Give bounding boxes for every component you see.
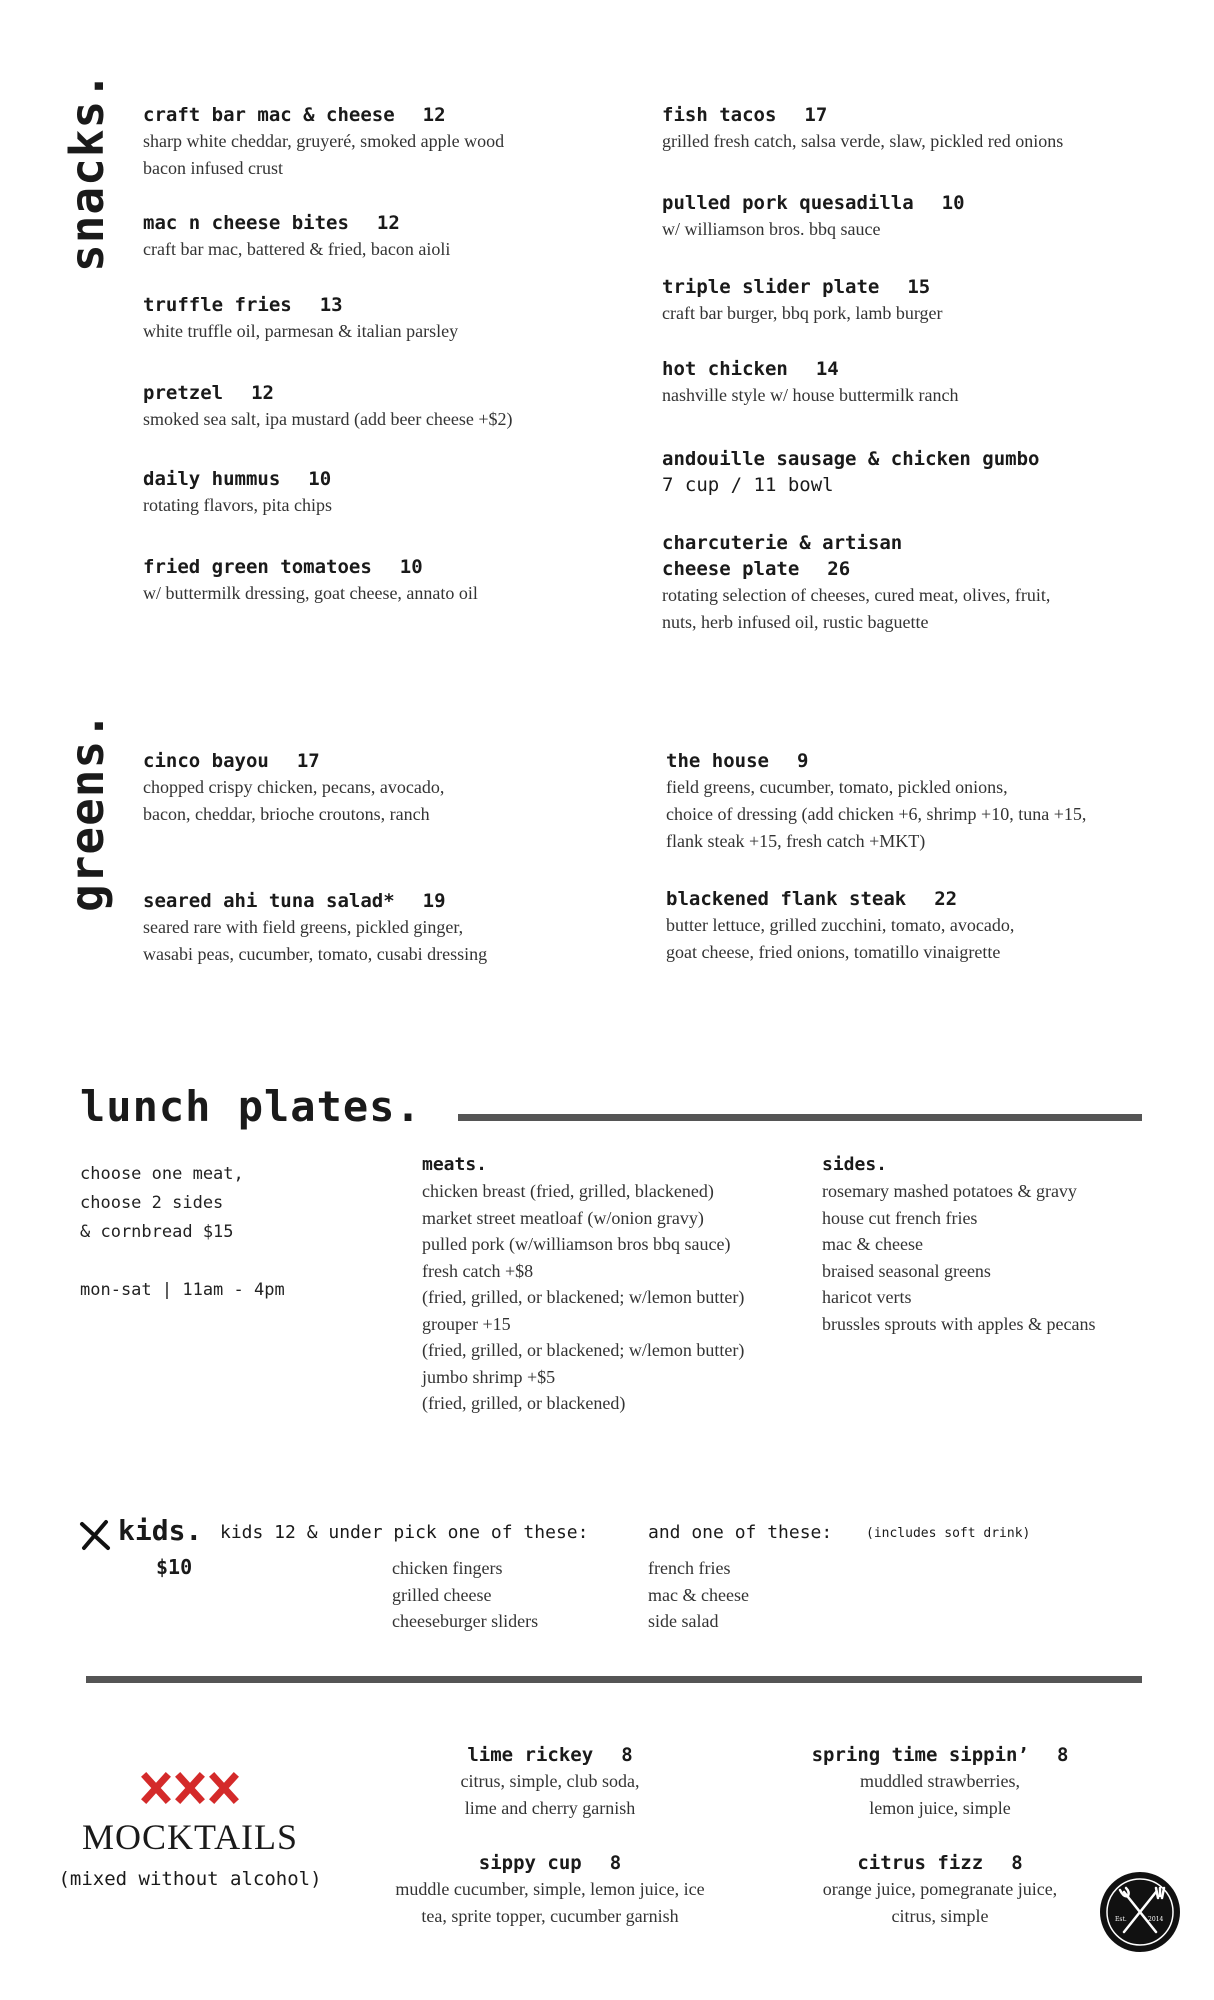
item-name-line: [143, 466, 613, 492]
item-price: 17: [296, 750, 320, 772]
item-price: 17: [804, 104, 828, 126]
drink-citrus-fizz: [770, 1850, 1110, 1930]
item-desc: wasabi peas, cucumber, tomato, cusabi dressing: [143, 944, 488, 964]
item-name-line: [662, 274, 1162, 300]
item-price: 9: [796, 750, 809, 772]
menu-item: [143, 888, 613, 968]
item-desc: chopped crispy chicken, pecans, avocado,: [143, 777, 445, 797]
item-name-line: [662, 530, 1162, 556]
drink-name: sippy cup: [478, 1852, 582, 1874]
item-name-line: [662, 356, 1162, 382]
item-desc: nashville style w/ house buttermilk ranch: [662, 385, 959, 405]
item-name: craft bar mac & cheese: [143, 104, 395, 126]
item-desc: flank steak +15, fresh catch +MKT): [666, 831, 926, 851]
list-item: grilled cheese: [392, 1584, 492, 1605]
menu-item: [143, 748, 613, 828]
drink-price: 8: [1056, 1744, 1069, 1766]
item-name: fish tacos: [662, 104, 777, 126]
item-desc: w/ williamson bros. bbq sauce: [662, 219, 881, 239]
list-item: (fried, grilled, or blackened; w/lemon butter): [422, 1340, 745, 1360]
list-item: house cut french fries: [822, 1207, 978, 1228]
item-name-line: [662, 446, 1162, 472]
item-price: 26: [827, 558, 851, 580]
item-name-line: [143, 102, 613, 128]
lunch-intro-line: & cornbread $15: [80, 1222, 234, 1242]
list-item: haricot verts: [822, 1287, 912, 1307]
kids-price: $10: [156, 1555, 193, 1579]
meats-heading: meats.: [422, 1154, 488, 1175]
list-item: mac & cheese: [648, 1584, 749, 1605]
menu-item: [662, 190, 1162, 243]
item-name-line: [662, 190, 1162, 216]
list-item: side salad: [648, 1611, 719, 1631]
x-mark-icon: [78, 1518, 112, 1552]
item-desc: rotating selection of cheeses, cured meat, olives, fruit,: [662, 585, 1051, 605]
item-desc: butter lettuce, grilled zucchini, tomato, avocado,: [666, 915, 1015, 935]
kids-intro: kids 12 & under pick one of these:: [220, 1522, 589, 1543]
kids-title: kids.: [118, 1514, 203, 1547]
drink-desc: orange juice, pomegranate juice,: [822, 1879, 1058, 1899]
sides-heading: sides.: [822, 1154, 888, 1175]
brand-logo: [1100, 1872, 1180, 1952]
drink-spring-time-sippin: [770, 1742, 1110, 1822]
mocktails-divider: [86, 1676, 1142, 1683]
list-item: market street meatloaf (w/onion gravy): [422, 1207, 704, 1228]
logo-est: Est.: [1115, 1916, 1127, 1923]
menu-item: [662, 274, 1162, 327]
lunch-title: lunch plates.: [80, 1082, 422, 1131]
item-name-line: [143, 554, 613, 580]
item-name-line: [143, 748, 613, 774]
item-price: 19: [422, 890, 446, 912]
menu-item: [143, 292, 613, 345]
drink-sippy-cup: [370, 1850, 730, 1930]
item-price: 12: [422, 104, 446, 126]
item-desc: w/ buttermilk dressing, goat cheese, annato oil: [143, 583, 478, 603]
item-name: fried green tomatoes: [143, 556, 372, 578]
menu-item: [662, 102, 1162, 155]
item-desc: craft bar burger, bbq pork, lamb burger: [662, 303, 943, 323]
item-price: 13: [319, 294, 343, 316]
item-price: 22: [934, 888, 958, 910]
item-name: triple slider plate: [662, 276, 880, 298]
item-name: truffle fries: [143, 294, 292, 316]
crossed-utensils-icon: [1100, 1872, 1180, 1952]
item-name-line: [662, 556, 1162, 582]
list-item: brussles sprouts with apples & pecans: [822, 1313, 1096, 1334]
item-price: 14: [815, 358, 839, 380]
menu-item: [143, 380, 613, 433]
item-desc: seared rare with field greens, pickled ginger,: [143, 917, 464, 937]
item-name-line: [666, 748, 1166, 774]
item-desc: smoked sea salt, ipa mustard (add beer cheese +$2): [143, 409, 513, 429]
list-item: mac & cheese: [822, 1234, 923, 1254]
item-name: blackened flank steak: [666, 888, 907, 910]
logo-year: 2014: [1148, 1916, 1164, 1923]
list-item: cheeseburger sliders: [392, 1611, 539, 1631]
item-name: hot chicken: [662, 358, 788, 380]
menu-item: [143, 554, 613, 607]
list-item: fresh catch +$8: [422, 1260, 534, 1281]
item-desc: grilled fresh catch, salsa verde, slaw, pickled red onions: [662, 131, 1064, 151]
drink-price: 8: [621, 1744, 633, 1766]
item-name: the house: [666, 750, 769, 772]
menu-item: [666, 748, 1166, 855]
menu-item: [143, 210, 613, 263]
item-desc: craft bar mac, battered & fried, bacon aioli: [143, 239, 451, 259]
list-item: rosemary mashed potatoes & gravy: [822, 1181, 1077, 1201]
list-item: pulled pork (w/williamson bros bbq sauce): [422, 1234, 731, 1254]
drink-name: citrus fizz: [857, 1852, 984, 1874]
item-price: 15: [907, 276, 931, 298]
item-name: pretzel: [143, 382, 224, 404]
item-desc: sharp white cheddar, gruyeré, smoked apple wood: [143, 131, 505, 151]
drink-desc: lemon juice, simple: [869, 1798, 1011, 1818]
item-name-cont: cheese plate: [662, 558, 800, 580]
item-name: mac n cheese bites: [143, 212, 349, 234]
kids-note: (includes soft drink): [866, 1526, 1031, 1541]
list-item: jumbo shrimp +$5: [422, 1366, 556, 1387]
item-desc: choice of dressing (add chicken +6, shrimp +10, tuna +15,: [666, 804, 1087, 824]
meats-column: [422, 1152, 744, 1417]
mocktails-subtitle: (mixed without alcohol): [58, 1868, 322, 1890]
item-name: andouille sausage & chicken gumbo: [662, 448, 1040, 470]
drink-desc: muddled strawberries,: [860, 1771, 1020, 1791]
item-desc: field greens, cucumber, tomato, pickled onions,: [666, 777, 1008, 797]
item-price: 10: [308, 468, 332, 490]
triple-x-icon: [140, 1772, 240, 1804]
list-item: (fried, grilled, or blackened; w/lemon butter): [422, 1287, 745, 1307]
lunch-intro-line: choose one meat,: [80, 1164, 244, 1184]
item-name-line: [143, 210, 613, 236]
item-name-line: [662, 102, 1162, 128]
item-name: seared ahi tuna salad*: [143, 890, 395, 912]
list-item: french fries: [648, 1558, 731, 1578]
item-price: 10: [941, 192, 965, 214]
item-name: charcuterie & artisan: [662, 532, 903, 554]
drink-price: 8: [609, 1852, 622, 1874]
item-name: daily hummus: [143, 468, 281, 490]
item-name-line: [143, 292, 613, 318]
item-desc: white truffle oil, parmesan & italian parsley: [143, 321, 459, 341]
item-desc: bacon infused crust: [143, 158, 283, 178]
item-name-line: [143, 888, 613, 914]
item-name: cinco bayou: [143, 750, 269, 772]
drink-desc: tea, sprite topper, cucumber garnish: [421, 1906, 679, 1926]
drink-price: 8: [1011, 1852, 1023, 1874]
lunch-hours: mon-sat | 11am - 4pm: [80, 1280, 285, 1300]
drink-name: lime rickey: [467, 1744, 594, 1766]
menu-item: [662, 530, 1162, 636]
list-item: (fried, grilled, or blackened): [422, 1393, 626, 1413]
mocktails-title: MOCKTAILS: [81, 1817, 299, 1857]
item-price: 10: [399, 556, 423, 578]
drink-lime-rickey: [380, 1742, 720, 1822]
item-desc: bacon, cheddar, brioche croutons, ranch: [143, 804, 430, 824]
sides-column: [822, 1152, 1095, 1337]
item-desc: nuts, herb infused oil, rustic baguette: [662, 612, 929, 632]
item-price: 12: [251, 382, 274, 404]
kids-list-one: [392, 1555, 538, 1635]
list-item: braised seasonal greens: [822, 1260, 991, 1281]
item-name-line: [143, 380, 613, 406]
lunch-divider: [458, 1114, 1142, 1121]
item-name: pulled pork quesadilla: [662, 192, 914, 214]
list-item: chicken breast (fried, grilled, blackened): [422, 1181, 714, 1201]
list-item: chicken fingers: [392, 1558, 503, 1578]
drink-name: spring time sippin’: [811, 1744, 1029, 1766]
menu-item: [662, 446, 1162, 498]
drink-desc: citrus, simple, club soda,: [460, 1771, 640, 1791]
greens-title: greens.: [60, 711, 114, 912]
item-desc: rotating flavors, pita chips: [143, 495, 332, 515]
menu-item: [662, 356, 1162, 409]
lunch-intro: [80, 1160, 285, 1305]
menu-item: [143, 466, 613, 519]
item-name-line: [666, 886, 1166, 912]
drink-desc: lime and cherry garnish: [464, 1798, 636, 1818]
menu-item: [666, 886, 1166, 966]
list-item: grouper +15: [422, 1313, 511, 1334]
kids-list-two: [648, 1555, 749, 1635]
item-desc: goat cheese, fried onions, tomatillo vinaigrette: [666, 942, 1001, 962]
drink-desc: muddle cucumber, simple, lemon juice, ice: [395, 1879, 705, 1899]
snacks-title: snacks.: [60, 71, 114, 272]
item-sizes: 7 cup / 11 bowl: [662, 474, 834, 496]
menu-item: [143, 102, 613, 182]
lunch-intro-line: choose 2 sides: [80, 1193, 224, 1213]
kids-and: and one of these:: [648, 1522, 833, 1543]
drink-desc: citrus, simple: [891, 1906, 989, 1926]
item-price: 12: [376, 212, 400, 234]
